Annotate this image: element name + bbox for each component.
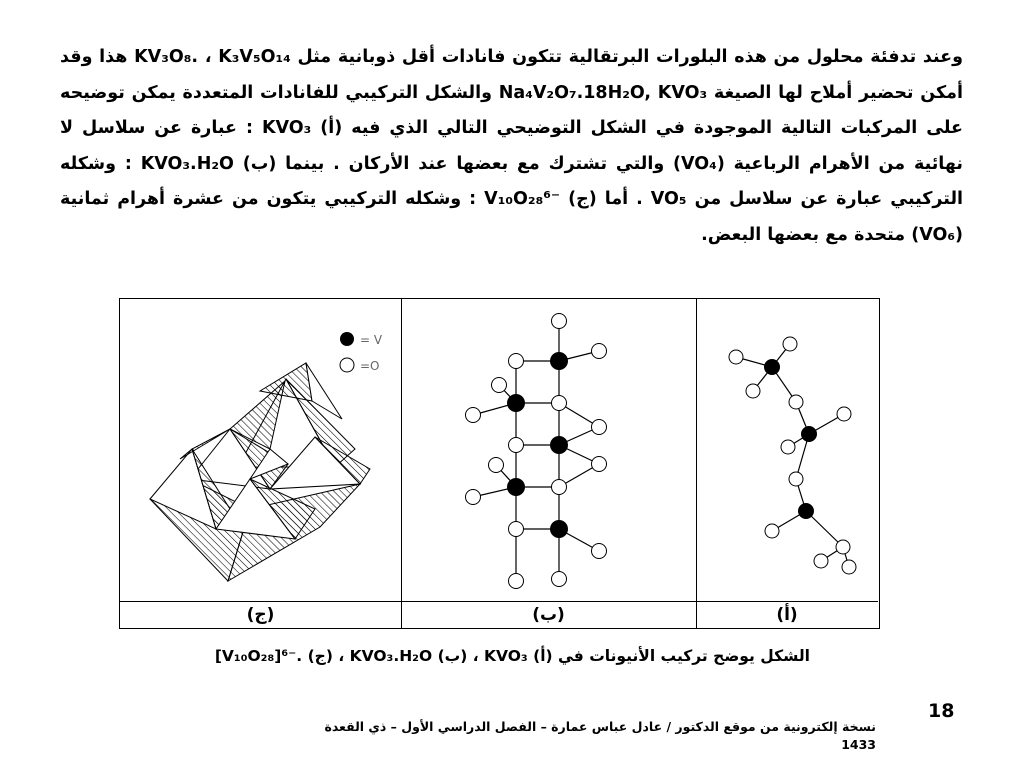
para-comma: ، xyxy=(204,47,212,67)
para-text-10: متحدة مع بعضها البعض. xyxy=(701,224,906,245)
formula-kvo3: KVO₃ xyxy=(261,118,312,138)
oxygen-legend-dot xyxy=(340,358,354,372)
para-text-3: هذا وقد أمكن تحضير أملاح لها الصيغة xyxy=(60,47,964,103)
footer-credit xyxy=(310,718,876,754)
legend-v: = V xyxy=(360,333,383,347)
formula-vo5: VO₅ xyxy=(650,189,687,209)
figure-caption xyxy=(120,644,810,668)
structure-figure xyxy=(119,298,880,629)
figure-label-row xyxy=(120,601,878,629)
para-text-6: والتي تشترك مع بعضها عند الأركان . بينما (ب) xyxy=(242,153,665,174)
single-chain-drawing xyxy=(696,299,878,601)
footer-year: 1433 xyxy=(841,737,876,752)
label-b: (ب) xyxy=(401,602,697,629)
para-text-1: وعند تدفئة محلول من هذه البلورات البرتقالية تتكون فانادات أقل ذوبانية مثل xyxy=(297,47,964,67)
body-paragraph xyxy=(60,40,963,253)
formula-kvo3-h2o: KVO₃.H₂O xyxy=(140,153,234,174)
caption-kvo3-h2o: KVO₃.H₂O xyxy=(349,647,433,665)
legend-o: =O xyxy=(360,359,380,373)
formula-vo6: (VO₆) xyxy=(911,224,963,245)
formula-na-salt: Na₄V₂O₇.18H₂O, KVO₃ xyxy=(498,82,708,103)
label-a: (أ) xyxy=(776,605,798,625)
kvo3-chain-panel xyxy=(696,299,878,601)
formula-vo4: (VO₄) xyxy=(673,153,725,174)
double-chain-drawing xyxy=(401,299,696,601)
kvo3-h2o-chain-panel xyxy=(401,299,697,601)
para-text-4: والشكل التركيبي للفانادات المتعددة يمكن توضيحه على المركبات التالية الموجودة في الشكل التوضيحي التالي الذي فيه (أ) xyxy=(60,82,964,138)
vanadium-legend-dot xyxy=(340,332,354,346)
formula-v10o28: V₁₀O₂₈⁶⁻ xyxy=(484,189,561,209)
footer-text: نسخة إلكترونية من موقع الدكتور / عادل عباس عمارة – الفصل الدراسي الأول – ذي القعدة xyxy=(324,719,876,734)
caption-kvo3: KVO₃ xyxy=(484,647,528,665)
caption-text: الشكل يوضح تركيب الأنيونات في (أ) xyxy=(533,647,810,665)
page-number: 18 xyxy=(928,700,955,722)
caption-sep-1: ، (ب) xyxy=(437,647,479,665)
para-text-9: : وشكله التركيبي يتكون من عشرة أهرام ثمانية xyxy=(60,189,477,209)
octahedra-drawing xyxy=(120,299,400,601)
para-text-5: : عبارة عن سلاسل لا نهائية من الأهرام الرباعية xyxy=(60,118,963,174)
formula-k3v5o14: K₃V₅O₁₄ xyxy=(218,47,291,67)
para-text-8: . أما (ج) xyxy=(568,189,643,209)
formula-kv3o8: KV₃O₈. xyxy=(134,47,199,67)
decavanadate-octahedra-panel xyxy=(120,299,402,601)
label-c: (ج) xyxy=(120,602,402,629)
caption-v10o28: [V₁₀O₂₈]⁶⁻. xyxy=(214,647,303,665)
para-text-7: : وشكله التركيبي عبارة عن سلاسل من xyxy=(60,153,964,209)
caption-sep-2: ، (ج) xyxy=(307,647,345,665)
